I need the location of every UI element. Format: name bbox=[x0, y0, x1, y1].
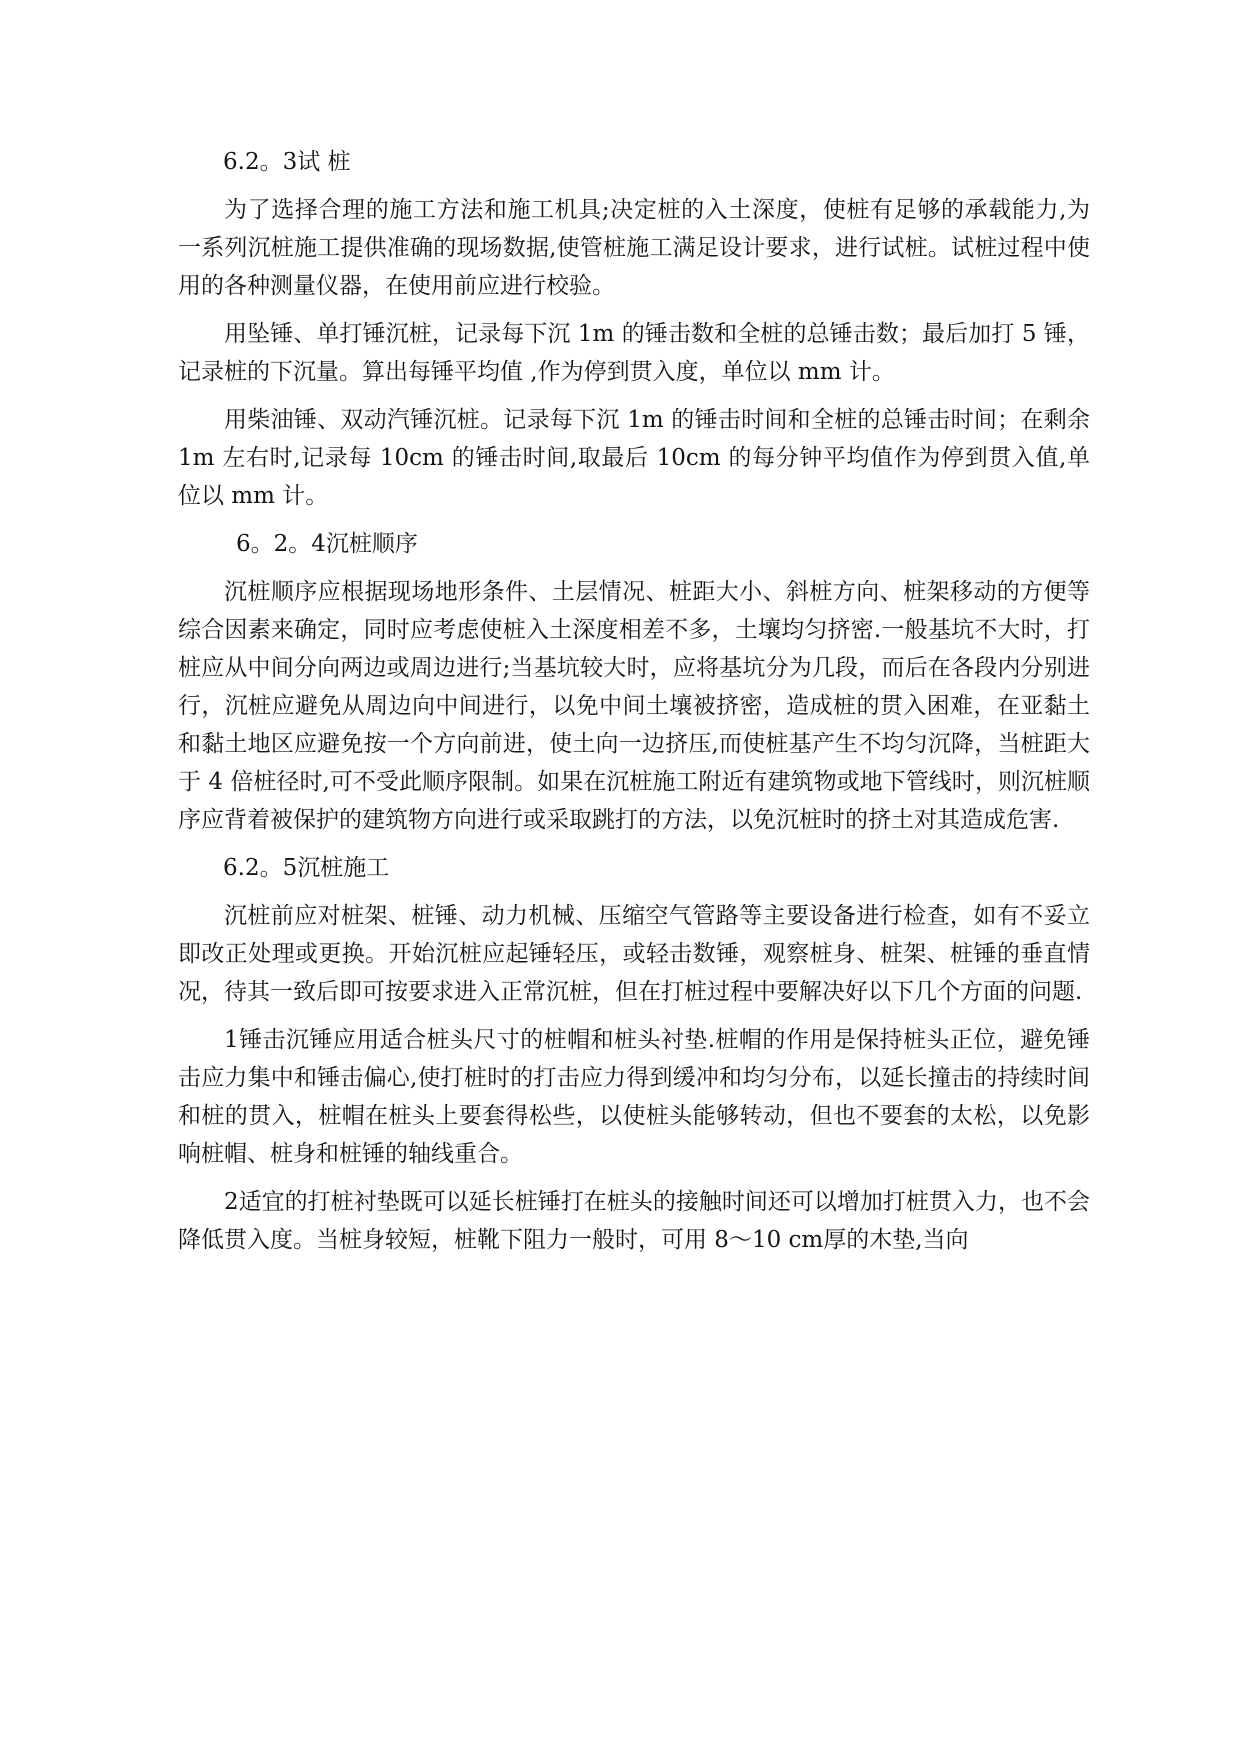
paragraph-pre-piling-check: 沉桩前应对桩架、桩锤、动力机械、压缩空气管路等主要设备进行检查，如有不妥立即改正处理或更换。开始沉桩应起锤轻压，或轻击数锤，观察桩身、桩架、桩锤的垂直情况，待其一致后即可按要求进入正常沉桩，但在打桩过程中要解决好以下几个方面的问题. bbox=[178, 903, 1090, 1005]
paragraph-pile-cushion: 2适宜的打桩衬垫既可以延长桩锤打在桩头的接触时间还可以增加打桩贯入力，也不会降低贯入度。当桩身较短，桩靴下阻力一般时，可用 8～10 cm厚的木垫,当向 bbox=[178, 1189, 1090, 1253]
paragraph-diesel-hammer: 用柴油锤、双动汽锤沉桩。记录每下沉 1m 的锤击时间和全桩的总锤击时间；在剩余 1m 左右时,记录每 10cm 的锤击时间,取最后 10cm 的每分钟平均值作为停到贯入值,单位以 mm 计。 bbox=[178, 407, 1090, 509]
section-heading-6-2-3: 6.2。3试 桩 bbox=[223, 149, 351, 175]
paragraph-pile-cap: 1锤击沉锤应用适合桩头尺寸的桩帽和桩头衬垫.桩帽的作用是保持桩头正位，避免锤击应力集中和锤击偏心,使打桩时的打击应力得到缓冲和均匀分布，以延长撞击的持续时间和桩的贯入，桩帽在桩头上要套得松些，以使桩头能够转动，但也不要套的太松，以免影响桩帽、桩身和桩锤的轴线重合。 bbox=[178, 1027, 1090, 1167]
document-page bbox=[178, 143, 1090, 1269]
section-heading-6-2-4: 6。2。4沉桩顺序 bbox=[236, 531, 418, 557]
paragraph-trial-pile-purpose: 为了选择合理的施工方法和施工机具;决定桩的入土深度，使桩有足够的承载能力,为一系列沉桩施工提供准确的现场数据,使管桩施工满足设计要求，进行试桩。试桩过程中使用的各种测量仪器，在使用前应进行校验。 bbox=[178, 197, 1090, 299]
section-heading-6-2-5: 6.2。5沉桩施工 bbox=[223, 855, 390, 881]
paragraph-piling-sequence: 沉桩顺序应根据现场地形条件、土层情况、桩距大小、斜桩方向、桩架移动的方便等综合因素来确定，同时应考虑使桩入土深度相差不多，土壤均匀挤密.一般基坑不大时，打桩应从中间分向两边或周边进行;当基坑较大时，应将基坑分为几段，而后在各段内分别进行，沉桩应避免从周边向中间进行，以免中间土壤被挤密，造成桩的贯入困难，在亚黏土和黏土地区应避免按一个方向前进，使土向一边挤压,而使桩基产生不均匀沉降，当桩距大于 4 倍桩径时,可不受此顺序限制。如果在沉桩施工附近有建筑物或地下管线时，则沉桩顺序应背着被保护的建筑物方向进行或采取跳打的方法，以免沉桩时的挤土对其造成危害. bbox=[178, 579, 1090, 833]
paragraph-drop-hammer: 用坠锤、单打锤沉桩，记录每下沉 1m 的锤击数和全桩的总锤击数；最后加打 5 锤，记录桩的下沉量。算出每锤平均值 ,作为停到贯入度，单位以 mm 计。 bbox=[178, 321, 1090, 385]
